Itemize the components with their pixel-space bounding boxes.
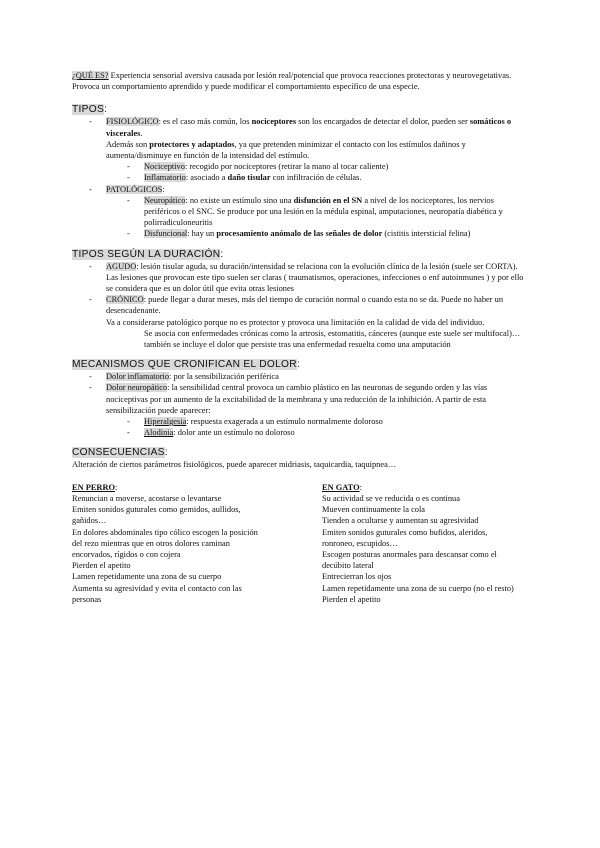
intro-paragraph <box>72 70 528 92</box>
fisio-bold-2: somáticos o viscerales <box>106 117 512 138</box>
fisio-text-3: . <box>140 128 143 138</box>
gato-line: Su actividad se ve reducida o es continua <box>322 493 460 503</box>
agudo-label: AGUDO <box>106 261 137 271</box>
disfuncional-text-pre: : hay un <box>187 229 217 239</box>
list-item-inflamatorio: - Inflamatorio: asociado a daño tisular con infiltración de células. <box>127 173 362 183</box>
perro-line: Lamen repetidamente una zona de su cuerpo <box>72 572 222 582</box>
list-item-neuropatico: - Neuropático: no existe un estímulo sino una disfunción en el SN a nivel de los nociceptores, los nervios periféricos o el SNC. Se produce por una lesión en la médula espinal, amputaciones, neuropatía diabética y polirradiculoneuritis <box>127 195 503 228</box>
gato-heading-text: EN GATO <box>322 482 360 492</box>
disfuncional-bold: procesamiento anómalo de las señales de dolor <box>216 229 383 239</box>
perro-line: Renuncian a moverse, acostarse o levantarse <box>72 493 222 503</box>
fisio-line2-bold: protectores y adaptados <box>149 139 235 149</box>
duracion-heading-colon: : <box>220 248 224 260</box>
list-item-disfuncional: - Disfuncional: hay un procesamiento anómalo de las señales de dolor (cistitis intersticial felina) <box>127 229 471 239</box>
disfuncional-label: Disfuncional <box>144 229 188 239</box>
fisio-line2-a: Además son <box>106 139 150 149</box>
fisio-label: FISIOLÓGICO <box>106 117 159 127</box>
gato-heading <box>322 482 528 493</box>
cronico-note-2: Se asocia con enfermedades crónicas como la artrosis, estomatitis, cánceres (aunque este suele ser multifocal)… también se incluye el dolor que persiste tras una enfermedad resuelta como una amputación <box>144 328 521 350</box>
mecanismos-heading <box>72 358 528 371</box>
fisio-text-2: son los encargados de detectar el dolor, pueden ser <box>296 117 470 127</box>
perro-heading <box>72 482 318 493</box>
list-item-cronico: - CRÓNICO: puede llegar a durar meses, más del tiempo de curación normal o cuando esta no se da. Puede no haber un desencadenante. <box>89 295 504 316</box>
consecuencias-heading-colon: : <box>164 447 168 459</box>
pato-label: PATOLÓGICOS <box>106 184 163 194</box>
alodinia-label: Alodinia <box>144 428 174 438</box>
intro-text: Experiencia sensorial aversiva causada por lesión real/potencial que provoca reacciones protectoras y neurovegetativas. Provoca un comportamiento aprendido y puede modificar el comportamiento específico de una especie. <box>72 71 512 92</box>
list-item-patologicos: - PATOLÓGICOS: <box>89 184 165 194</box>
tipos-heading-text: TIPOS <box>72 104 105 116</box>
perro-line: En dolores abdominales tipo cólico escogen la posición <box>72 527 258 537</box>
gato-line: ronroneo, escupidos… <box>322 538 398 548</box>
intro-label: ¿QUÉ ES? <box>72 71 109 80</box>
mecanismos-heading-colon: : <box>296 359 301 371</box>
gato-line: Emiten sonidos guturales como bufidos, aleridos, <box>322 527 488 537</box>
perro-line: encorvados, rígidos o con cojera <box>72 549 181 559</box>
perro-line: Emiten sonidos guturales como gemidos, aullidos, <box>72 505 241 515</box>
neuropatico-bold: disfunción en el SN <box>293 195 363 205</box>
nociceptivo-text: : recogido por nociceptores (retirar la mano al tocar caliente) <box>184 162 389 172</box>
gato-line: Lamen repetidamente una zona de su cuerpo (no el resto) <box>322 583 514 593</box>
inflamatorio-label: Inflamatorio <box>144 173 186 183</box>
dolor-inflamatorio-text: : por la sensibilización periférica <box>169 372 279 382</box>
fisio-paragraph-2 <box>72 139 528 161</box>
consecuencias-heading <box>72 446 528 459</box>
tipos-heading-colon: : <box>104 104 108 116</box>
mecanismos-heading-text: MECANISMOS QUE CRONIFICAN EL DOLOR <box>72 359 297 371</box>
list-item-fisiologico: - FISIOLÓGICO: es el caso más común, los nociceptores son los encargados de detectar el dolor, pueden ser somáticos o viscerales. <box>89 117 512 138</box>
perro-line: del rezo mientras que en otros dolores caminan <box>72 538 230 548</box>
list-item-hiperalgesia: - Hiperalgesia: respuesta exagerada a un estímulo normalmente doloroso <box>127 417 383 427</box>
perro-line: personas <box>72 594 102 604</box>
fisio-line2-c: , ya que pretenden minimizar el contacto con los estímulos dañinos y aumenta/disminuye en función de la intensidad del estímulo. <box>106 139 466 161</box>
pato-colon: : <box>162 184 165 194</box>
list-item-dolor-inflamatorio: - Dolor inflamatorio: por la sensibilización periférica <box>89 372 279 382</box>
hiperalgesia-label: Hiperalgesia <box>144 417 187 427</box>
list-item-dolor-neuropatico: - Dolor neuropático: la sensibilidad central provoca un cambio plástico en las neuronas de segundo orden y las vías nociceptivas por un aumento de la excitabilidad de la membrana y una reducción de la inhibición. A partir de esta sensibilización puede aparecer: <box>89 383 488 415</box>
gato-line: decúbito lateral <box>322 561 374 571</box>
tipos-heading <box>72 103 528 116</box>
alodinia-text: : dolor ante un estímulo no doloroso <box>173 428 295 438</box>
perro-heading-colon: : <box>115 482 118 492</box>
cronico-note-1: Va a considerarse patológico porque no es protector y provoca una limitación en la calidad de vida del individuo. <box>106 317 485 327</box>
dolor-neuropatico-label: Dolor neuropático <box>106 383 168 393</box>
fisio-text-1: : es el caso más común, los <box>158 117 252 127</box>
perro-heading-text: EN PERRO <box>72 482 116 492</box>
inflamatorio-text-post: con infiltración de células. <box>270 173 362 183</box>
gato-line: Pierden el apetito <box>322 594 381 604</box>
species-columns <box>72 482 528 605</box>
agudo-text: : lesión tisular aguda, su duración/intensidad se relaciona con la evolución clínica de la lesión (suele ser CORTA). Las lesiones que provocan este tipo suelen ser claras ( traumatismos, operaciones, infecciones o enf autoinmunes ) y por ello se considera que es un dolor útil que evita otras lesiones <box>106 261 524 294</box>
cronico-text: : puede llegar a durar meses, más del tiempo de curación normal o cuando esta no se da. Puede no haber un desencadenante. <box>106 295 504 316</box>
list-item-nociceptivo: - Nociceptivo: recogido por nociceptores (retirar la mano al tocar caliente) <box>127 162 389 172</box>
consecuencias-text: Alteración de ciertos parámetros fisiológicos, puede aparecer midriasis, taquicardia, taquipnea… <box>72 460 397 470</box>
list-item-alodinia: - Alodinia: dolor ante un estímulo no doloroso <box>127 428 295 438</box>
gato-line: Entrecierran los ojos <box>322 572 392 582</box>
perro-column <box>72 482 322 605</box>
gato-column <box>322 482 528 605</box>
list-item-agudo: - AGUDO: lesión tisular aguda, su duración/intensidad se relaciona con la evolución clínica de la lesión (suele ser CORTA). Las lesiones que provocan este tipo suelen ser claras ( traumatismos, operaciones, infecciones o enf autoinmunes ) y por ello se considera que es un dolor útil que evita otras lesiones <box>89 261 524 294</box>
cronico-label: CRÓNICO <box>106 295 144 305</box>
inflamatorio-bold: daño tisular <box>227 173 271 183</box>
gato-heading-colon: : <box>359 482 362 492</box>
perro-line: Aumenta su agresividad y evita el contacto con las <box>72 583 242 593</box>
neuropatico-text-post: a nivel de los nociceptores, los nervios periféricos o el SNC. Se produce por una lesión en la médula espinal, amputaciones, neuropatía diabética y polirradiculoneuritis <box>144 195 503 228</box>
neuropatico-text-pre: : no existe un estímulo sino una <box>185 195 294 205</box>
fisio-bold-1: nociceptores <box>251 117 297 127</box>
gato-line: Tienden a ocultarse y aumentan su agresividad <box>322 516 479 526</box>
dolor-neuropatico-text: : la sensibilidad central provoca un cambio plástico en las neuronas de segundo orden y las vías nociceptivas por un aumento de la excitabilidad de la membrana y una reducción de la inhibición. A partir de esta sensibilización puede aparecer: <box>106 383 488 415</box>
nociceptivo-label: Nociceptivo <box>144 162 185 172</box>
perro-line: Pierden el apetito <box>72 561 131 571</box>
consecuencias-heading-text: CONSECUENCIAS <box>72 447 165 459</box>
dolor-inflamatorio-label: Dolor inflamatorio <box>106 372 170 382</box>
neuropatico-label: Neuropático <box>144 195 186 205</box>
gato-line: Escogen posturas anormales para descansar como el <box>322 549 497 559</box>
hiperalgesia-text: : respuesta exagerada a un estímulo normalmente doloroso <box>186 417 383 427</box>
gato-line: Mueven continuamente la cola <box>322 505 426 515</box>
duracion-heading <box>72 248 528 261</box>
duracion-heading-text: TIPOS SEGÚN LA DURACIÓN <box>72 248 221 260</box>
inflamatorio-text-pre: : asociado a <box>185 173 228 183</box>
perro-line: gañidos… <box>72 516 107 526</box>
document-page <box>72 70 528 605</box>
disfuncional-text-post: (cistitis intersticial felina) <box>382 229 471 239</box>
